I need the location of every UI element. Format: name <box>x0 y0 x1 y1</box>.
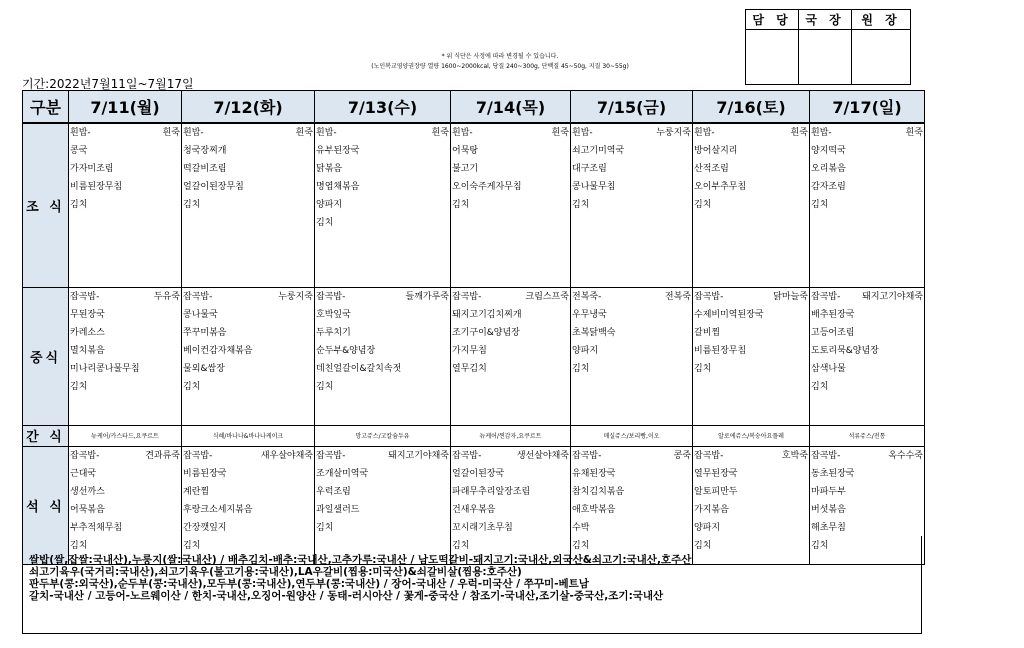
staple-line <box>69 288 181 306</box>
dish-item: 얼갈이된장무침 <box>183 182 244 192</box>
dish-item: 열무김치 <box>452 363 487 374</box>
menu-cell <box>571 287 693 425</box>
header-day: 7/14(목) <box>451 91 571 124</box>
origin-line: 갈치-국내산 / 고등어-노르웨이산 / 한치-국내산,오징어-원양산 / 동태-러시아산 / 꽃게-중국산 / 참조기-국내산,조기살-중국산,조기:국내산 <box>29 590 664 602</box>
lunch-row <box>23 287 925 425</box>
rice-item: 잡곡밥- <box>316 291 346 302</box>
porridge-item: 두유죽 <box>153 291 180 302</box>
menu-cell <box>451 123 571 287</box>
dish-item: 양파지 <box>572 345 599 356</box>
approval-staff: 담 당 <box>746 10 799 30</box>
notice-line-1: * 위 식단은 사정에 따라 변경될 수 있습니다. <box>441 53 559 60</box>
dish-item: 도토리묵&양념장 <box>811 345 879 356</box>
dish-item: 대구조림 <box>572 164 607 174</box>
dish-item: 양파지 <box>694 522 721 533</box>
staple-line <box>451 124 570 142</box>
porridge-item: 견과류죽 <box>145 450 180 461</box>
staple-line <box>810 124 924 142</box>
staple-line <box>182 447 314 465</box>
rice-item: 흰밥- <box>694 128 715 138</box>
nutrition-notice <box>300 52 700 72</box>
porridge-item: 옥수수죽 <box>888 450 923 461</box>
meal-label-breakfast: 조 식 <box>23 123 69 287</box>
origin-info <box>22 536 922 634</box>
approval-box <box>745 9 911 85</box>
menu-cell <box>693 123 810 287</box>
dish-item: 김치 <box>70 381 88 392</box>
dish-item: 어묵탕 <box>452 146 479 156</box>
staple-line <box>571 124 692 142</box>
porridge-item: 흰죽 <box>551 128 569 138</box>
dish-item: 양파지 <box>316 200 343 210</box>
staple-line <box>451 288 570 306</box>
porridge-item: 닭마늘죽 <box>773 291 808 302</box>
dish-item: 베이컨감자채볶음 <box>183 345 253 356</box>
dish-item: 떡갈비조림 <box>183 164 227 174</box>
dish-item: 계란찜 <box>183 486 210 497</box>
dish-item: 후랑크소세지볶음 <box>183 504 253 515</box>
porridge-item: 흰죽 <box>295 128 313 138</box>
dish-item: 과일샐러드 <box>316 504 360 515</box>
menu-cell <box>571 123 693 287</box>
menu-cell <box>315 123 451 287</box>
rice-item: 흰밥- <box>183 128 204 138</box>
dish-item: 명엽채볶음 <box>316 182 360 192</box>
dish-item: 산적조림 <box>694 164 729 174</box>
menu-period: 기간:2022년7월11일~7월17일 <box>22 77 194 91</box>
staple-line <box>451 447 570 465</box>
dish-item: 부추적채무침 <box>70 522 123 533</box>
porridge-item: 흰죽 <box>431 128 449 138</box>
snack-item: 뉴케어/카스타드,요쿠르트 <box>69 425 182 446</box>
dish-item: 김치 <box>183 200 201 210</box>
porridge-item: 전복죽 <box>664 291 691 302</box>
header-day: 7/16(토) <box>693 91 810 124</box>
rice-item: 잡곡밥- <box>70 450 100 461</box>
dish-item: 수제비미역된장국 <box>694 309 764 320</box>
staple-line <box>315 447 450 465</box>
dish-item: 김치 <box>694 363 712 374</box>
origin-line: 쌀밥(쌀,잡쌀:국내산),누룽지(쌀:국내산) / 배추김치-배추:국내산,고추가루:국내산 / 남도떡갈비-돼지고기:국내산,외국산&쇠고기:국내산,호주산 <box>29 554 692 566</box>
staple-line <box>182 124 314 142</box>
dish-item: 조기구이&양념장 <box>452 327 520 338</box>
dish-item: 가자미조림 <box>70 164 114 174</box>
dish-item: 갈비찜 <box>694 327 721 338</box>
staple-line <box>693 447 809 465</box>
origin-line: 판두부(콩:외국산),순두부(콩:국내산),모두부(콩:국내산),연두부(콩:국내산) / 장어-국내산 / 우럭-미국산 / 쭈꾸미-베트남 <box>29 578 589 590</box>
porridge-item: 크림스프죽 <box>525 291 569 302</box>
meal-label-snack: 간 식 <box>23 425 69 446</box>
staple-line <box>571 288 692 306</box>
menu-cell <box>810 287 925 425</box>
snack-item: 알로에쥬스/복숭아요플레 <box>693 425 810 446</box>
dish-item: 배추된장국 <box>811 309 855 320</box>
dish-item: 카레소스 <box>70 327 105 338</box>
header-day: 7/15(금) <box>571 91 693 124</box>
menu-cell <box>182 287 315 425</box>
dish-item: 애호박볶음 <box>572 504 616 515</box>
origin-line: 쇠고기육우(국거리:국내산),쇠고기육우(불고기용:국내산),LA우갈비(찜용:미국산)&쇠갈비살(찜용:호주산) <box>29 566 522 578</box>
dish-item: 생선까스 <box>70 486 105 497</box>
header-day: 7/11(월) <box>69 91 182 124</box>
dish-item: 쭈꾸미볶음 <box>183 327 227 338</box>
snack-item: 매실쥬스/보리빵,이오 <box>571 425 693 446</box>
staple-line <box>810 288 924 306</box>
porridge-item: 돼지고기야채죽 <box>862 291 923 302</box>
dish-item: 미나리콩나물무침 <box>70 363 140 374</box>
approval-stamp-director <box>799 30 852 85</box>
rice-item: 흰밥- <box>811 128 832 138</box>
header-row <box>23 91 925 124</box>
staple-line <box>315 288 450 306</box>
dish-item: 비름된장국 <box>183 468 227 479</box>
rice-item: 흰밥- <box>452 128 473 138</box>
dish-item: 콩나물무침 <box>572 182 616 192</box>
dish-item: 오이부추무침 <box>694 182 747 192</box>
dish-item: 데친얼갈이&갈치속젓 <box>316 363 402 374</box>
rice-item: 잡곡밥- <box>316 450 346 461</box>
dish-item: 불고기 <box>452 164 479 174</box>
dish-item: 해초무침 <box>811 522 846 533</box>
dish-item: 우럭조림 <box>316 486 351 497</box>
staple-line <box>810 447 924 465</box>
header-day: 7/17(일) <box>810 91 925 124</box>
dish-item: 김치 <box>694 540 712 551</box>
rice-item: 잡곡밥- <box>183 291 213 302</box>
approval-stamp-head <box>852 30 911 85</box>
dish-item: 김치 <box>811 381 829 392</box>
dish-item: 비름된장무침 <box>70 182 123 192</box>
snack-item: 석류쥬스/전통 <box>810 425 925 446</box>
snack-item: 뉴케어/찐감자,요쿠르트 <box>451 425 571 446</box>
dish-item: 닭볶음 <box>316 164 343 174</box>
header-day: 7/12(화) <box>182 91 315 124</box>
rice-item: 잡곡밥- <box>70 291 100 302</box>
notice-line-2: (노인복교영양권장량 열량 1600~2000kcal, 당질 240~300g, 단백질 45~50g, 지질 30~55g) <box>371 63 629 70</box>
dish-item: 물외&쌈장 <box>183 363 225 374</box>
dish-item: 가지무침 <box>452 345 487 356</box>
porridge-item: 호박죽 <box>781 450 808 461</box>
dish-item: 김치 <box>70 200 88 210</box>
porridge-item: 돼지고기야채죽 <box>388 450 449 461</box>
rice-item: 잡곡밥- <box>694 291 724 302</box>
approval-stamp-staff <box>746 30 799 85</box>
porridge-item: 생선살야채죽 <box>516 450 569 461</box>
snack-item: 식혜/바나나&바나나케이크 <box>182 425 315 446</box>
dish-item: 수박 <box>572 522 590 533</box>
dish-item: 김치 <box>183 381 201 392</box>
dish-item: 김치 <box>70 540 88 551</box>
dish-item: 우무냉국 <box>572 309 607 320</box>
rice-item: 잡곡밥- <box>183 450 213 461</box>
staple-line <box>69 124 181 142</box>
header-gubun: 구분 <box>23 91 69 124</box>
dish-item: 김치 <box>183 540 201 551</box>
dish-item: 가지볶음 <box>694 504 729 515</box>
dish-item: 순두부&양념장 <box>316 345 376 356</box>
dish-item: 근대국 <box>70 468 97 479</box>
dish-item: 멸치볶음 <box>70 345 105 356</box>
dish-item: 꼬시래기초무침 <box>452 522 513 533</box>
dish-item: 오리볶음 <box>811 164 846 174</box>
dish-item: 감자조림 <box>811 182 846 192</box>
dish-item: 어묵볶음 <box>70 504 105 515</box>
dish-item: 조개살미역국 <box>316 468 369 479</box>
dish-item: 건새우볶음 <box>452 504 496 515</box>
rice-item: 잡곡밥- <box>452 291 482 302</box>
rice-item: 잡곡밥- <box>694 450 724 461</box>
staple-line <box>315 124 450 142</box>
dish-item: 김치 <box>316 522 334 533</box>
dish-item: 김치 <box>572 200 590 210</box>
dish-item: 콩국 <box>70 146 88 156</box>
dish-item: 김치 <box>316 381 334 392</box>
rice-item: 흰밥- <box>70 128 91 138</box>
breakfast-row <box>23 123 925 287</box>
menu-cell <box>810 123 925 287</box>
dish-item: 김치 <box>572 363 590 374</box>
dish-item: 두루치기 <box>316 327 351 338</box>
dish-item: 김치 <box>811 200 829 210</box>
weekly-menu-table <box>22 90 925 565</box>
dish-item: 김치 <box>572 540 590 551</box>
rice-item: 잡곡밥- <box>811 450 841 461</box>
meal-label-lunch: 중식 <box>23 287 69 425</box>
dish-item: 김치 <box>694 200 712 210</box>
staple-line <box>182 288 314 306</box>
approval-director: 국 장 <box>799 10 852 30</box>
porridge-item: 들깨가루죽 <box>405 291 449 302</box>
staple-line <box>69 447 181 465</box>
dish-item: 양지떡국 <box>811 146 846 156</box>
meal-label-dinner: 석 식 <box>23 446 69 564</box>
menu-cell <box>182 123 315 287</box>
dish-item: 콩나물국 <box>183 309 218 320</box>
rice-item: 잡곡밥- <box>811 291 841 302</box>
dish-item: 유부된장국 <box>316 146 360 156</box>
dish-item: 비름된장무침 <box>694 345 747 356</box>
menu-cell <box>315 287 451 425</box>
dish-item: 무된장국 <box>70 309 105 320</box>
dish-item: 버섯볶음 <box>811 504 846 515</box>
menu-cell <box>69 123 182 287</box>
porridge-item: 흰죽 <box>905 128 923 138</box>
porridge-item: 콩죽 <box>673 450 691 461</box>
staple-line <box>571 447 692 465</box>
dish-item: 마파두부 <box>811 486 846 497</box>
porridge-item: 흰죽 <box>790 128 808 138</box>
rice-item: 전복죽- <box>572 291 602 302</box>
menu-cell <box>69 287 182 425</box>
rice-item: 흰밥- <box>572 128 593 138</box>
snack-row <box>23 425 925 446</box>
snack-item: 망고쥬스/고칼슘두유 <box>315 425 451 446</box>
dish-item: 돼지고기김치찌개 <box>452 309 522 320</box>
dish-item: 초복닭백숙 <box>572 327 616 338</box>
approval-head: 원 장 <box>852 10 911 30</box>
rice-item: 잡곡밥- <box>572 450 602 461</box>
dish-item: 오이숙주게자무침 <box>452 182 522 192</box>
dish-item: 삼색나물 <box>811 363 846 374</box>
staple-line <box>693 288 809 306</box>
dish-item: 김치 <box>452 200 470 210</box>
dish-item: 청국장찌개 <box>183 146 227 156</box>
dish-item: 얼갈이된장국 <box>452 468 505 479</box>
porridge-item: 누룽지죽 <box>278 291 313 302</box>
menu-cell <box>693 287 810 425</box>
dish-item: 간장깻잎지 <box>183 522 227 533</box>
header-day: 7/13(수) <box>315 91 451 124</box>
dish-item: 방어살지리 <box>694 146 738 156</box>
rice-item: 잡곡밥- <box>452 450 482 461</box>
staple-line <box>693 124 809 142</box>
dish-item: 고등어조림 <box>811 327 855 338</box>
porridge-item: 흰죽 <box>162 128 180 138</box>
rice-item: 흰밥- <box>316 128 337 138</box>
menu-cell <box>451 287 571 425</box>
dish-item: 김치 <box>811 540 829 551</box>
dish-item: 파래무추리알장조림 <box>452 486 531 497</box>
dish-item: 알토피만두 <box>694 486 738 497</box>
dish-item: 호박잎국 <box>316 309 351 320</box>
dish-item: 참치김치볶음 <box>572 486 625 497</box>
porridge-item: 누룽지죽 <box>656 128 691 138</box>
porridge-item: 새우살야채죽 <box>260 450 313 461</box>
dish-item: 김치 <box>316 218 334 228</box>
dish-item: 열무된장국 <box>694 468 738 479</box>
dish-item: 쇠고기미역국 <box>572 146 625 156</box>
dish-item: 유채된장국 <box>572 468 616 479</box>
dish-item: 김치 <box>452 540 470 551</box>
dish-item: 동초된장국 <box>811 468 855 479</box>
